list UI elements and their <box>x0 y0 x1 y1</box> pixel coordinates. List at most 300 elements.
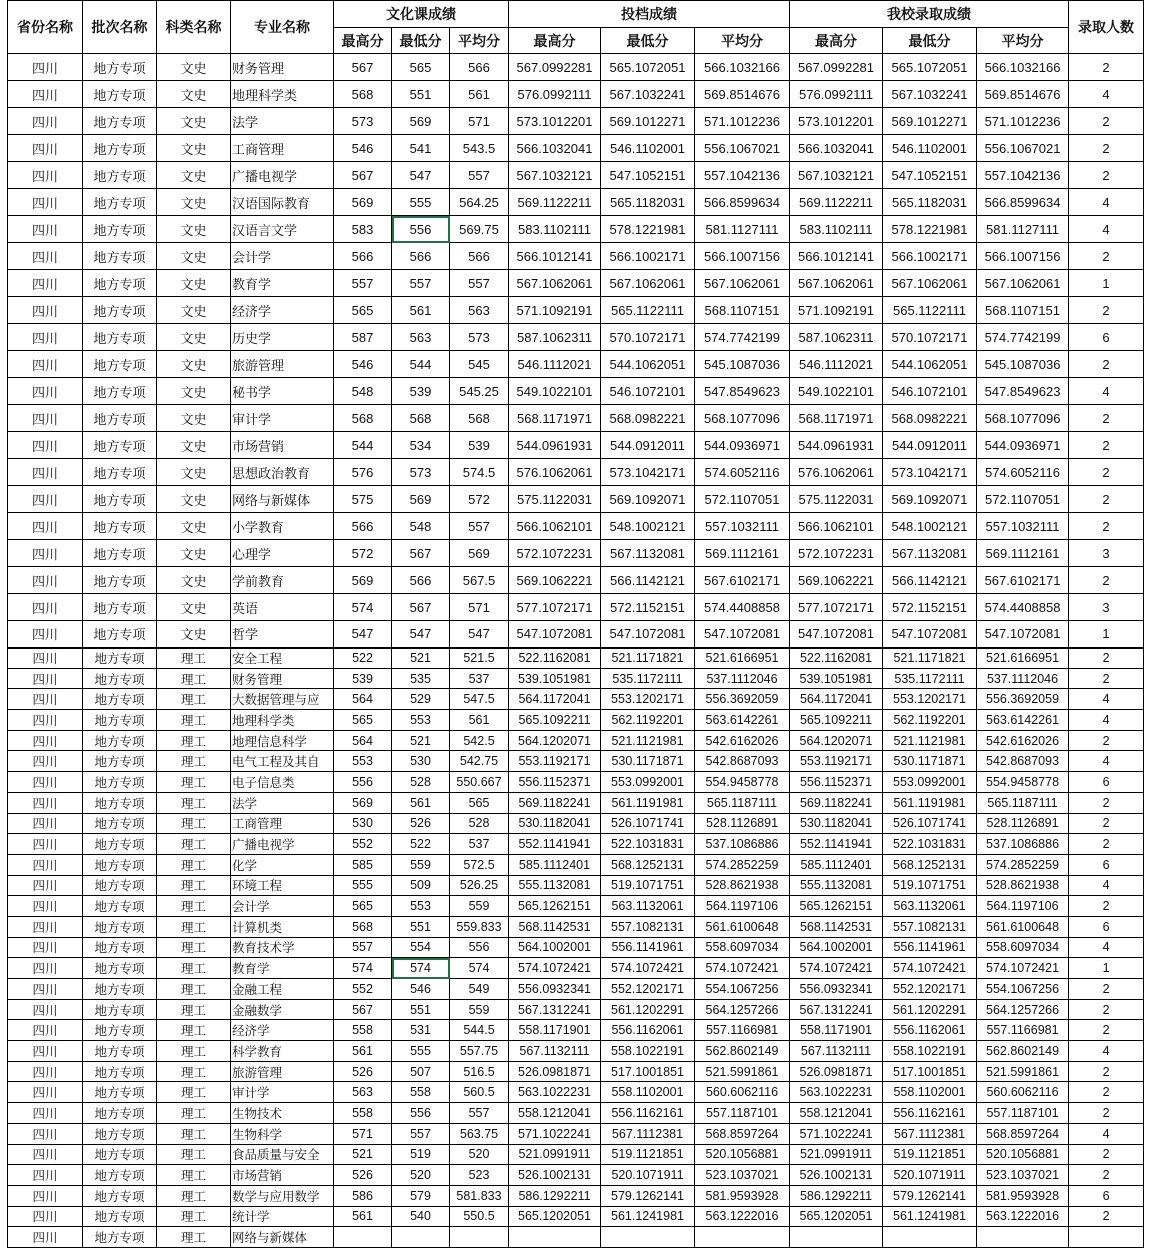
cell-school-avg[interactable]: 562.8602149 <box>977 1041 1069 1062</box>
cell-major[interactable]: 地理科学类 <box>231 710 334 731</box>
cell-admitted[interactable]: 2 <box>1069 54 1144 81</box>
cell-culture-avg[interactable]: 566 <box>450 54 509 81</box>
cell-province[interactable]: 四川 <box>8 594 83 621</box>
cell-province[interactable]: 四川 <box>8 1165 83 1186</box>
cell-school-max[interactable]: 586.1292211 <box>790 1185 883 1206</box>
cell-culture-avg[interactable]: 564.25 <box>450 189 509 216</box>
cell-culture-avg[interactable]: 547.5 <box>450 689 509 710</box>
cell-admitted[interactable]: 2 <box>1069 135 1144 162</box>
cell-culture-avg[interactable]: 516.5 <box>450 1061 509 1082</box>
cell-major[interactable]: 学前教育 <box>231 567 334 594</box>
cell-school-avg[interactable]: 561.6100648 <box>977 916 1069 937</box>
cell-province[interactable]: 四川 <box>8 135 83 162</box>
cell-culture-avg[interactable]: 569 <box>450 540 509 567</box>
cell-school-avg[interactable]: 528.1126891 <box>977 813 1069 834</box>
cell-admitted[interactable]: 2 <box>1069 813 1144 834</box>
cell-toudang-avg[interactable]: 557.1187101 <box>695 1103 790 1124</box>
cell-major[interactable]: 计算机类 <box>231 916 334 937</box>
cell-batch[interactable]: 地方专项 <box>83 135 157 162</box>
cell-toudang-avg[interactable]: 581.9593928 <box>695 1185 790 1206</box>
cell-toudang-min[interactable]: 553.0992001 <box>601 772 695 793</box>
cell-toudang-max[interactable]: 521.0991911 <box>509 1144 601 1165</box>
cell-school-avg[interactable]: 574.4408858 <box>977 594 1069 621</box>
cell-school-min[interactable]: 572.1152151 <box>883 594 977 621</box>
cell-admitted[interactable]: 2 <box>1069 1206 1144 1227</box>
cell-culture-max[interactable]: 539 <box>334 668 392 689</box>
cell-culture-min[interactable] <box>392 1227 450 1248</box>
cell-school-avg[interactable]: 564.1257266 <box>977 999 1069 1020</box>
cell-school-min[interactable]: 521.1121981 <box>883 730 977 751</box>
cell-major[interactable]: 法学 <box>231 792 334 813</box>
cell-toudang-min[interactable]: 544.1062051 <box>601 351 695 378</box>
cell-batch[interactable]: 地方专项 <box>83 1020 157 1041</box>
cell-toudang-avg[interactable]: 537.1086886 <box>695 834 790 855</box>
cell-major[interactable]: 工商管理 <box>231 135 334 162</box>
cell-culture-avg[interactable]: 573 <box>450 324 509 351</box>
cell-major[interactable]: 秘书学 <box>231 378 334 405</box>
cell-category[interactable]: 理工 <box>157 1227 231 1248</box>
header-school-min[interactable]: 最低分 <box>883 28 977 54</box>
cell-school-max[interactable]: 556.0932341 <box>790 979 883 1000</box>
cell-toudang-avg[interactable]: 544.0936971 <box>695 432 790 459</box>
cell-batch[interactable]: 地方专项 <box>83 486 157 513</box>
cell-culture-min[interactable]: 569 <box>392 108 450 135</box>
cell-school-max[interactable]: 552.1141941 <box>790 834 883 855</box>
cell-toudang-avg[interactable] <box>695 1227 790 1248</box>
cell-batch[interactable]: 地方专项 <box>83 54 157 81</box>
cell-culture-avg[interactable]: 572.5 <box>450 854 509 875</box>
cell-school-avg[interactable]: 563.6142261 <box>977 710 1069 731</box>
cell-culture-avg[interactable]: 520 <box>450 1144 509 1165</box>
cell-school-max[interactable]: 558.1212041 <box>790 1103 883 1124</box>
cell-toudang-max[interactable]: 583.1102111 <box>509 216 601 243</box>
cell-culture-min[interactable]: 573 <box>392 459 450 486</box>
cell-category[interactable]: 理工 <box>157 792 231 813</box>
cell-batch[interactable]: 地方专项 <box>83 1165 157 1186</box>
cell-admitted[interactable] <box>1069 1227 1144 1248</box>
cell-culture-avg[interactable]: 549 <box>450 979 509 1000</box>
cell-batch[interactable]: 地方专项 <box>83 979 157 1000</box>
cell-toudang-max[interactable]: 522.1162081 <box>509 648 601 669</box>
cell-province[interactable]: 四川 <box>8 854 83 875</box>
cell-category[interactable]: 理工 <box>157 813 231 834</box>
cell-school-min[interactable]: 557.1082131 <box>883 916 977 937</box>
cell-toudang-max[interactable]: 555.1132081 <box>509 875 601 896</box>
cell-major[interactable]: 金融数学 <box>231 999 334 1020</box>
cell-culture-min[interactable]: 540 <box>392 1206 450 1227</box>
cell-school-min[interactable]: 565.1122111 <box>883 297 977 324</box>
cell-culture-max[interactable]: 555 <box>334 875 392 896</box>
cell-toudang-max[interactable]: 571.1022241 <box>509 1123 601 1144</box>
cell-category[interactable]: 理工 <box>157 751 231 772</box>
cell-toudang-avg[interactable]: 556.3692059 <box>695 689 790 710</box>
header-culture-avg[interactable]: 平均分 <box>450 28 509 54</box>
cell-batch[interactable]: 地方专项 <box>83 1103 157 1124</box>
cell-province[interactable]: 四川 <box>8 351 83 378</box>
cell-toudang-max[interactable]: 569.1182241 <box>509 792 601 813</box>
cell-batch[interactable]: 地方专项 <box>83 297 157 324</box>
cell-admitted[interactable]: 4 <box>1069 751 1144 772</box>
cell-toudang-avg[interactable]: 574.4408858 <box>695 594 790 621</box>
cell-school-avg[interactable]: 568.1107151 <box>977 297 1069 324</box>
cell-school-max[interactable]: 567.1312241 <box>790 999 883 1020</box>
cell-culture-min[interactable]: 507 <box>392 1061 450 1082</box>
cell-province[interactable]: 四川 <box>8 243 83 270</box>
cell-category[interactable]: 文史 <box>157 432 231 459</box>
cell-admitted[interactable]: 2 <box>1069 896 1144 917</box>
cell-school-avg[interactable]: 557.1166981 <box>977 1020 1069 1041</box>
cell-toudang-max[interactable]: 576.0992111 <box>509 81 601 108</box>
cell-toudang-max[interactable]: 563.1022231 <box>509 1082 601 1103</box>
cell-category[interactable]: 理工 <box>157 648 231 669</box>
cell-province[interactable]: 四川 <box>8 1103 83 1124</box>
cell-culture-max[interactable]: 569 <box>334 567 392 594</box>
cell-category[interactable]: 文史 <box>157 351 231 378</box>
cell-school-min[interactable]: 519.1071751 <box>883 875 977 896</box>
cell-school-max[interactable]: 587.1062311 <box>790 324 883 351</box>
cell-school-max[interactable]: 555.1132081 <box>790 875 883 896</box>
cell-toudang-min[interactable]: 570.1072171 <box>601 324 695 351</box>
header-province[interactable]: 省份名称 <box>8 1 83 54</box>
cell-culture-max[interactable]: 552 <box>334 834 392 855</box>
cell-school-min[interactable]: 565.1072051 <box>883 54 977 81</box>
cell-toudang-avg[interactable]: 571.1012236 <box>695 108 790 135</box>
cell-school-min[interactable]: 578.1221981 <box>883 216 977 243</box>
cell-category[interactable]: 文史 <box>157 378 231 405</box>
cell-culture-max[interactable]: 563 <box>334 1082 392 1103</box>
cell-school-min[interactable]: 553.1202171 <box>883 689 977 710</box>
cell-school-avg[interactable]: 528.8621938 <box>977 875 1069 896</box>
cell-province[interactable]: 四川 <box>8 270 83 297</box>
cell-toudang-max[interactable]: 564.1202071 <box>509 730 601 751</box>
cell-toudang-avg[interactable]: 566.1032166 <box>695 54 790 81</box>
cell-school-min[interactable]: 556.1162061 <box>883 1020 977 1041</box>
cell-toudang-avg[interactable]: 564.1257266 <box>695 999 790 1020</box>
cell-batch[interactable]: 地方专项 <box>83 896 157 917</box>
cell-school-avg[interactable]: 574.2852259 <box>977 854 1069 875</box>
cell-batch[interactable]: 地方专项 <box>83 405 157 432</box>
cell-school-avg[interactable]: 521.5991861 <box>977 1061 1069 1082</box>
cell-toudang-avg[interactable]: 569.8514676 <box>695 81 790 108</box>
cell-school-min[interactable]: 568.1252131 <box>883 854 977 875</box>
cell-toudang-max[interactable]: 526.0981871 <box>509 1061 601 1082</box>
cell-toudang-avg[interactable]: 537.1112046 <box>695 668 790 689</box>
cell-batch[interactable]: 地方专项 <box>83 813 157 834</box>
cell-school-max[interactable]: 564.1172041 <box>790 689 883 710</box>
cell-culture-avg[interactable]: 572 <box>450 486 509 513</box>
cell-toudang-max[interactable]: 530.1182041 <box>509 813 601 834</box>
cell-school-min[interactable]: 567.1112381 <box>883 1123 977 1144</box>
cell-admitted[interactable]: 2 <box>1069 1061 1144 1082</box>
cell-admitted[interactable]: 2 <box>1069 405 1144 432</box>
cell-school-min[interactable] <box>883 1227 977 1248</box>
cell-school-min[interactable]: 567.1062061 <box>883 270 977 297</box>
cell-school-avg[interactable]: 544.0936971 <box>977 432 1069 459</box>
cell-toudang-min[interactable]: 544.0912011 <box>601 432 695 459</box>
cell-school-max[interactable]: 567.1032121 <box>790 162 883 189</box>
cell-major[interactable]: 汉语言文学 <box>231 216 334 243</box>
cell-culture-max[interactable]: 587 <box>334 324 392 351</box>
cell-toudang-max[interactable]: 558.1212041 <box>509 1103 601 1124</box>
cell-school-max[interactable]: 565.1092211 <box>790 710 883 731</box>
cell-toudang-avg[interactable]: 568.8597264 <box>695 1123 790 1144</box>
cell-culture-min[interactable]: 520 <box>392 1165 450 1186</box>
cell-culture-max[interactable]: 583 <box>334 216 392 243</box>
cell-culture-min[interactable]: 557 <box>392 1123 450 1144</box>
cell-culture-min[interactable]: 534 <box>392 432 450 459</box>
cell-school-max[interactable]: 569.1062221 <box>790 567 883 594</box>
cell-toudang-max[interactable] <box>509 1227 601 1248</box>
cell-culture-min[interactable]: 558 <box>392 1082 450 1103</box>
cell-culture-avg[interactable]: 563 <box>450 297 509 324</box>
cell-category[interactable]: 理工 <box>157 1144 231 1165</box>
cell-batch[interactable]: 地方专项 <box>83 108 157 135</box>
cell-culture-max[interactable]: 522 <box>334 648 392 669</box>
cell-culture-max[interactable]: 569 <box>334 792 392 813</box>
cell-culture-max[interactable]: 569 <box>334 189 392 216</box>
cell-category[interactable]: 理工 <box>157 1041 231 1062</box>
header-admitted[interactable]: 录取人数 <box>1069 1 1144 54</box>
cell-toudang-avg[interactable]: 568.1077096 <box>695 405 790 432</box>
cell-toudang-min[interactable]: 521.1121981 <box>601 730 695 751</box>
cell-culture-avg[interactable]: 571 <box>450 594 509 621</box>
cell-toudang-avg[interactable]: 572.1107051 <box>695 486 790 513</box>
cell-province[interactable]: 四川 <box>8 459 83 486</box>
cell-culture-avg[interactable]: 523 <box>450 1165 509 1186</box>
cell-toudang-avg[interactable]: 567.6102171 <box>695 567 790 594</box>
cell-batch[interactable]: 地方专项 <box>83 81 157 108</box>
cell-province[interactable]: 四川 <box>8 621 83 648</box>
cell-culture-avg[interactable]: 542.5 <box>450 730 509 751</box>
cell-culture-min[interactable]: 547 <box>392 621 450 648</box>
cell-province[interactable]: 四川 <box>8 540 83 567</box>
cell-culture-max[interactable]: 557 <box>334 937 392 958</box>
cell-batch[interactable]: 地方专项 <box>83 1185 157 1206</box>
cell-culture-avg[interactable]: 559 <box>450 999 509 1020</box>
cell-culture-avg[interactable]: 537 <box>450 834 509 855</box>
cell-school-max[interactable]: 585.1112401 <box>790 854 883 875</box>
cell-school-max[interactable]: 530.1182041 <box>790 813 883 834</box>
cell-culture-avg[interactable]: 557 <box>450 1103 509 1124</box>
cell-batch[interactable]: 地方专项 <box>83 854 157 875</box>
cell-toudang-max[interactable]: 558.1171901 <box>509 1020 601 1041</box>
cell-culture-avg[interactable]: 569.75 <box>450 216 509 243</box>
cell-toudang-avg[interactable]: 563.1222016 <box>695 1206 790 1227</box>
cell-major[interactable]: 市场营销 <box>231 432 334 459</box>
cell-batch[interactable]: 地方专项 <box>83 459 157 486</box>
cell-major[interactable]: 心理学 <box>231 540 334 567</box>
cell-batch[interactable]: 地方专项 <box>83 916 157 937</box>
cell-culture-avg[interactable]: 574 <box>450 958 509 979</box>
cell-culture-avg[interactable]: 581.833 <box>450 1185 509 1206</box>
cell-admitted[interactable]: 2 <box>1069 834 1144 855</box>
cell-culture-avg[interactable]: 559.833 <box>450 916 509 937</box>
cell-culture-min[interactable]: 579 <box>392 1185 450 1206</box>
cell-culture-max[interactable]: 526 <box>334 1165 392 1186</box>
cell-province[interactable]: 四川 <box>8 1206 83 1227</box>
cell-province[interactable]: 四川 <box>8 1041 83 1062</box>
cell-culture-min[interactable]: 567 <box>392 540 450 567</box>
cell-toudang-min[interactable]: 561.1191981 <box>601 792 695 813</box>
cell-toudang-max[interactable]: 573.1012201 <box>509 108 601 135</box>
cell-culture-min[interactable]: 568 <box>392 405 450 432</box>
cell-culture-max[interactable]: 567 <box>334 999 392 1020</box>
cell-province[interactable]: 四川 <box>8 432 83 459</box>
cell-admitted[interactable]: 2 <box>1069 513 1144 540</box>
cell-school-avg[interactable]: 547.1072081 <box>977 621 1069 648</box>
cell-toudang-max[interactable]: 585.1112401 <box>509 854 601 875</box>
cell-batch[interactable]: 地方专项 <box>83 999 157 1020</box>
cell-batch[interactable]: 地方专项 <box>83 1227 157 1248</box>
cell-toudang-max[interactable]: 577.1072171 <box>509 594 601 621</box>
cell-culture-min[interactable]: 555 <box>392 189 450 216</box>
cell-admitted[interactable]: 4 <box>1069 378 1144 405</box>
cell-batch[interactable]: 地方专项 <box>83 324 157 351</box>
cell-batch[interactable]: 地方专项 <box>83 772 157 793</box>
cell-culture-max[interactable]: 566 <box>334 513 392 540</box>
cell-toudang-min[interactable]: 573.1042171 <box>601 459 695 486</box>
cell-major[interactable]: 化学 <box>231 854 334 875</box>
cell-toudang-avg[interactable]: 566.8599634 <box>695 189 790 216</box>
cell-school-min[interactable]: 566.1002171 <box>883 243 977 270</box>
cell-batch[interactable]: 地方专项 <box>83 513 157 540</box>
cell-school-max[interactable]: 564.1002001 <box>790 937 883 958</box>
cell-school-max[interactable]: 567.1132111 <box>790 1041 883 1062</box>
cell-school-min[interactable]: 562.1192201 <box>883 710 977 731</box>
cell-school-max[interactable]: 576.0992111 <box>790 81 883 108</box>
cell-batch[interactable]: 地方专项 <box>83 730 157 751</box>
cell-category[interactable]: 文史 <box>157 621 231 648</box>
cell-culture-min[interactable]: 556 <box>392 216 450 243</box>
cell-culture-min[interactable]: 521 <box>392 730 450 751</box>
cell-toudang-max[interactable]: 567.1312241 <box>509 999 601 1020</box>
cell-culture-max[interactable]: 561 <box>334 1041 392 1062</box>
cell-culture-max[interactable]: 548 <box>334 378 392 405</box>
cell-major[interactable]: 哲学 <box>231 621 334 648</box>
cell-batch[interactable]: 地方专项 <box>83 1123 157 1144</box>
cell-province[interactable]: 四川 <box>8 710 83 731</box>
cell-school-avg[interactable]: 556.1067021 <box>977 135 1069 162</box>
cell-category[interactable]: 理工 <box>157 979 231 1000</box>
cell-culture-avg[interactable]: 574.5 <box>450 459 509 486</box>
cell-major[interactable]: 广播电视学 <box>231 834 334 855</box>
cell-admitted[interactable]: 2 <box>1069 792 1144 813</box>
cell-culture-min[interactable]: 563 <box>392 324 450 351</box>
cell-culture-max[interactable]: 567 <box>334 54 392 81</box>
cell-culture-min[interactable]: 548 <box>392 513 450 540</box>
cell-province[interactable]: 四川 <box>8 189 83 216</box>
cell-admitted[interactable]: 4 <box>1069 875 1144 896</box>
cell-school-min[interactable]: 544.1062051 <box>883 351 977 378</box>
cell-toudang-min[interactable]: 535.1172111 <box>601 668 695 689</box>
cell-batch[interactable]: 地方专项 <box>83 216 157 243</box>
cell-province[interactable]: 四川 <box>8 567 83 594</box>
cell-admitted[interactable]: 4 <box>1069 81 1144 108</box>
cell-category[interactable]: 理工 <box>157 710 231 731</box>
cell-school-max[interactable]: 565.1202051 <box>790 1206 883 1227</box>
cell-school-avg[interactable]: 557.1187101 <box>977 1103 1069 1124</box>
cell-culture-max[interactable]: 565 <box>334 896 392 917</box>
cell-toudang-min[interactable]: 565.1072051 <box>601 54 695 81</box>
cell-culture-max[interactable]: 530 <box>334 813 392 834</box>
cell-category[interactable]: 理工 <box>157 896 231 917</box>
cell-toudang-avg[interactable]: 568.1107151 <box>695 297 790 324</box>
cell-culture-max[interactable]: 547 <box>334 621 392 648</box>
cell-culture-min[interactable]: 531 <box>392 1020 450 1041</box>
cell-admitted[interactable]: 4 <box>1069 1041 1144 1062</box>
cell-admitted[interactable]: 2 <box>1069 668 1144 689</box>
cell-admitted[interactable]: 4 <box>1069 937 1144 958</box>
cell-category[interactable]: 文史 <box>157 108 231 135</box>
cell-category[interactable]: 理工 <box>157 668 231 689</box>
cell-toudang-min[interactable]: 568.0982221 <box>601 405 695 432</box>
cell-category[interactable]: 理工 <box>157 958 231 979</box>
cell-toudang-avg[interactable]: 574.2852259 <box>695 854 790 875</box>
cell-school-avg[interactable]: 557.1032111 <box>977 513 1069 540</box>
cell-admitted[interactable]: 1 <box>1069 270 1144 297</box>
cell-toudang-min[interactable]: 567.1132081 <box>601 540 695 567</box>
cell-school-min[interactable]: 519.1121851 <box>883 1144 977 1165</box>
cell-culture-min[interactable]: 521 <box>392 648 450 669</box>
cell-toudang-avg[interactable]: 547.8549623 <box>695 378 790 405</box>
cell-toudang-min[interactable]: 567.1112381 <box>601 1123 695 1144</box>
cell-school-min[interactable]: 567.1132081 <box>883 540 977 567</box>
cell-toudang-min[interactable]: 547.1072081 <box>601 621 695 648</box>
cell-batch[interactable]: 地方专项 <box>83 567 157 594</box>
cell-school-min[interactable]: 552.1202171 <box>883 979 977 1000</box>
cell-school-avg[interactable]: 520.1056881 <box>977 1144 1069 1165</box>
cell-toudang-max[interactable]: 567.0992281 <box>509 54 601 81</box>
cell-category[interactable]: 文史 <box>157 162 231 189</box>
cell-toudang-min[interactable] <box>601 1227 695 1248</box>
cell-toudang-min[interactable]: 547.1052151 <box>601 162 695 189</box>
cell-category[interactable]: 理工 <box>157 834 231 855</box>
cell-toudang-avg[interactable]: 560.6062116 <box>695 1082 790 1103</box>
cell-school-min[interactable]: 535.1172111 <box>883 668 977 689</box>
cell-toudang-max[interactable]: 546.1112021 <box>509 351 601 378</box>
cell-province[interactable]: 四川 <box>8 1020 83 1041</box>
cell-toudang-max[interactable]: 569.1122211 <box>509 189 601 216</box>
cell-culture-min[interactable]: 509 <box>392 875 450 896</box>
cell-admitted[interactable]: 6 <box>1069 854 1144 875</box>
cell-major[interactable]: 网络与新媒体 <box>231 486 334 513</box>
cell-culture-max[interactable]: 568 <box>334 916 392 937</box>
cell-category[interactable]: 文史 <box>157 243 231 270</box>
cell-culture-max[interactable]: 544 <box>334 432 392 459</box>
cell-school-max[interactable]: 576.1062061 <box>790 459 883 486</box>
cell-major[interactable]: 食品质量与安全 <box>231 1144 334 1165</box>
cell-toudang-max[interactable]: 556.0932341 <box>509 979 601 1000</box>
cell-toudang-avg[interactable]: 557.1166981 <box>695 1020 790 1041</box>
cell-toudang-avg[interactable]: 528.8621938 <box>695 875 790 896</box>
cell-toudang-max[interactable]: 565.1262151 <box>509 896 601 917</box>
cell-school-max[interactable]: 571.1022241 <box>790 1123 883 1144</box>
cell-culture-max[interactable]: 557 <box>334 270 392 297</box>
cell-school-avg[interactable]: 542.8687093 <box>977 751 1069 772</box>
cell-toudang-min[interactable]: 556.1162161 <box>601 1103 695 1124</box>
cell-school-max[interactable]: 568.1171971 <box>790 405 883 432</box>
cell-admitted[interactable]: 1 <box>1069 958 1144 979</box>
cell-toudang-max[interactable]: 565.1092211 <box>509 710 601 731</box>
cell-culture-min[interactable]: 565 <box>392 54 450 81</box>
cell-province[interactable]: 四川 <box>8 875 83 896</box>
cell-school-max[interactable]: 572.1072231 <box>790 540 883 567</box>
cell-culture-avg[interactable]: 545 <box>450 351 509 378</box>
cell-admitted[interactable]: 2 <box>1069 1165 1144 1186</box>
cell-culture-avg[interactable]: 557.75 <box>450 1041 509 1062</box>
cell-school-avg[interactable]: 545.1087036 <box>977 351 1069 378</box>
cell-toudang-avg[interactable]: 547.1072081 <box>695 621 790 648</box>
